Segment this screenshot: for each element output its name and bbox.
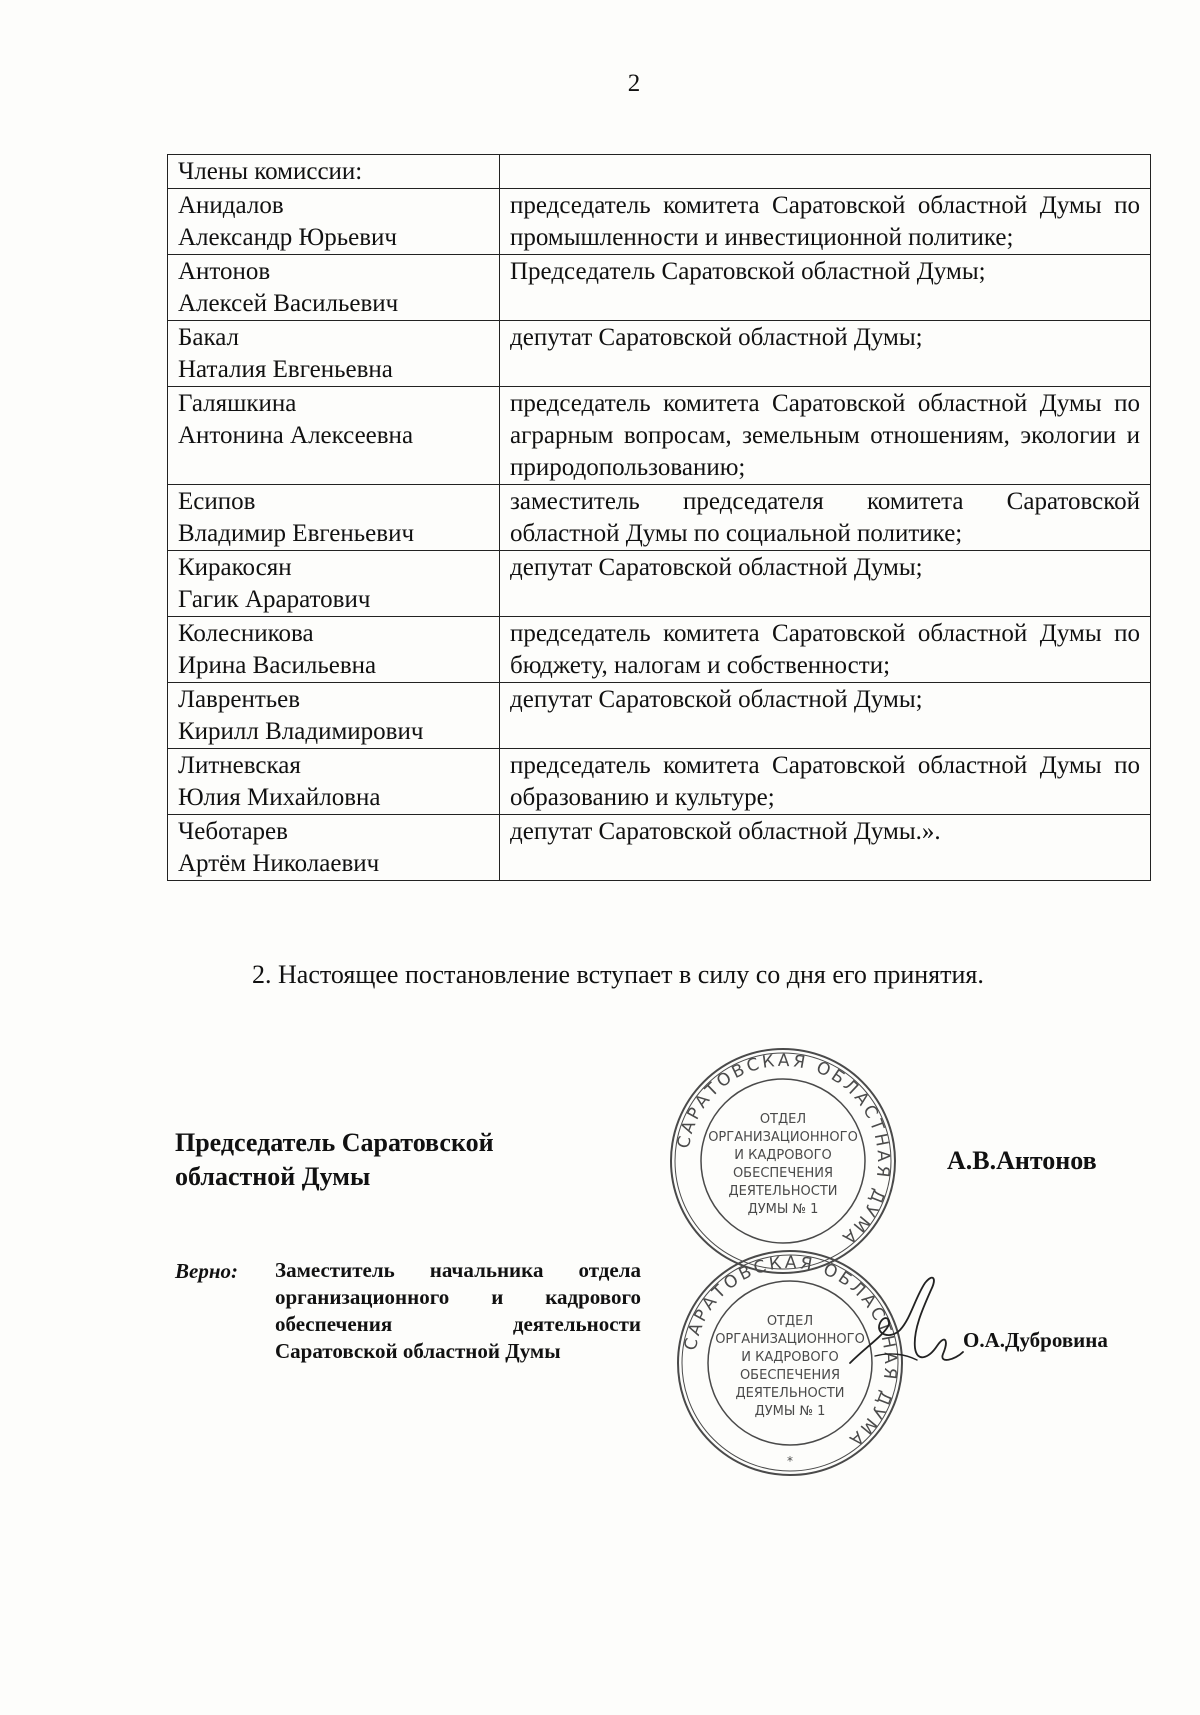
table-row xyxy=(168,749,1151,815)
member-given-names: Алексей Васильевич xyxy=(178,290,399,317)
member-role: депутат Саратовской областной Думы; xyxy=(500,551,1151,617)
member-given-names: Наталия Евгеньевна xyxy=(178,356,393,383)
stamp-line: ОБЕСПЕЧЕНИЯ xyxy=(732,1166,834,1181)
member-name xyxy=(168,617,500,683)
official-stamp xyxy=(667,1045,899,1277)
member-role: депутат Саратовской областной Думы.». xyxy=(500,815,1151,881)
member-given-names: Александр Юрьевич xyxy=(178,224,397,251)
paragraph-2: 2. Настоящее постановление вступает в силу со дня его принятия. xyxy=(252,960,984,989)
stamp-ring-text: САРАТОВСКАЯ ОБЛАСТНАЯ ДУМА xyxy=(680,1252,901,1452)
member-role: заместитель председателя комитета Саратовской областной Думы по социальной политике; xyxy=(500,485,1151,551)
table-row xyxy=(168,255,1151,321)
table-header-row xyxy=(168,155,1151,189)
member-name xyxy=(168,551,500,617)
member-surname: Чеботарев xyxy=(178,818,288,845)
stamp-line: ОТДЕЛ xyxy=(759,1112,807,1127)
page-number: 2 xyxy=(627,70,641,97)
member-given-names: Ирина Васильевна xyxy=(178,652,377,679)
members-table xyxy=(167,154,1151,881)
member-surname: Киракосян xyxy=(178,554,292,581)
member-name xyxy=(168,255,500,321)
stamp-line: И КАДРОВОГО xyxy=(734,1148,832,1163)
signatory-name: А.В.Антонов xyxy=(947,1146,1097,1175)
table-row xyxy=(168,617,1151,683)
member-surname: Лаврентьев xyxy=(178,686,301,713)
member-given-names: Гагик Араратович xyxy=(178,586,371,613)
signatory-title xyxy=(175,1126,494,1194)
member-surname: Есипов xyxy=(178,488,256,515)
member-given-names: Артём Николаевич xyxy=(178,850,380,877)
member-name xyxy=(168,683,500,749)
member-name xyxy=(168,749,500,815)
stamp-line: ОБЕСПЕЧЕНИЯ xyxy=(739,1368,841,1383)
member-name xyxy=(168,387,500,485)
stamp-line: ОРГАНИЗАЦИОННОГО xyxy=(715,1332,865,1347)
member-name xyxy=(168,321,500,387)
member-given-names: Юлия Михайловна xyxy=(178,784,381,811)
member-role: председатель комитета Саратовской областной Думы по образованию и культуре; xyxy=(500,749,1151,815)
verification-label: Верно: xyxy=(175,1259,238,1283)
table-row xyxy=(168,815,1151,881)
member-surname: Колесникова xyxy=(178,620,314,647)
member-role: Председатель Саратовской областной Думы; xyxy=(500,255,1151,321)
stamp-star: * xyxy=(787,1454,793,1468)
stamp-line: ДЕЯТЕЛЬНОСТИ xyxy=(735,1386,845,1401)
member-given-names: Владимир Евгеньевич xyxy=(178,520,415,547)
member-surname: Антонов xyxy=(178,258,271,285)
verification-text: Заместитель начальника отдела организационного и кадрового обеспечения деятельности Саратовской областной Думы xyxy=(275,1258,641,1363)
member-role: председатель комитета Саратовской областной Думы по аграрным вопросам, земельным отношениям, экологии и природопользованию; xyxy=(500,387,1151,485)
signatory-title-line1: Председатель Саратовской xyxy=(175,1128,494,1157)
stamp-line: ОТДЕЛ xyxy=(766,1314,814,1329)
member-surname: Бакал xyxy=(178,324,240,351)
stamp-ring-text: САРАТОВСКАЯ ОБЛАСТНАЯ ДУМА xyxy=(673,1050,894,1250)
member-role: председатель комитета Саратовской областной Думы по бюджету, налогам и собственности; xyxy=(500,617,1151,683)
table-row xyxy=(168,189,1151,255)
member-surname: Анидалов xyxy=(178,192,284,219)
table-row xyxy=(168,387,1151,485)
members-header: Члены комиссии: xyxy=(168,155,500,189)
member-role: председатель комитета Саратовской областной Думы по промышленности и инвестиционной политике; xyxy=(500,189,1151,255)
member-name xyxy=(168,189,500,255)
member-surname: Литневская xyxy=(178,752,301,779)
table-row xyxy=(168,485,1151,551)
table-row xyxy=(168,321,1151,387)
member-given-names: Антонина Алексеевна xyxy=(178,422,414,449)
member-name xyxy=(168,815,500,881)
member-role: депутат Саратовской областной Думы; xyxy=(500,683,1151,749)
stamp-line: ОРГАНИЗАЦИОННОГО xyxy=(708,1130,858,1145)
member-role: депутат Саратовской областной Думы; xyxy=(500,321,1151,387)
member-name xyxy=(168,485,500,551)
member-given-names: Кирилл Владимирович xyxy=(178,718,424,745)
stamp-line: ДУМЫ № 1 xyxy=(747,1202,819,1217)
stamp-line: И КАДРОВОГО xyxy=(741,1350,839,1365)
stamp-line: ДУМЫ № 1 xyxy=(754,1404,826,1419)
table-row xyxy=(168,683,1151,749)
stamp-line: ДЕЯТЕЛЬНОСТИ xyxy=(728,1184,838,1199)
member-surname: Галяшкина xyxy=(178,390,297,417)
signatory-title-line2: областной Думы xyxy=(175,1162,371,1191)
table-row xyxy=(168,551,1151,617)
members-header-empty xyxy=(500,155,1151,189)
verifier-name: О.А.Дубровина xyxy=(963,1328,1108,1352)
